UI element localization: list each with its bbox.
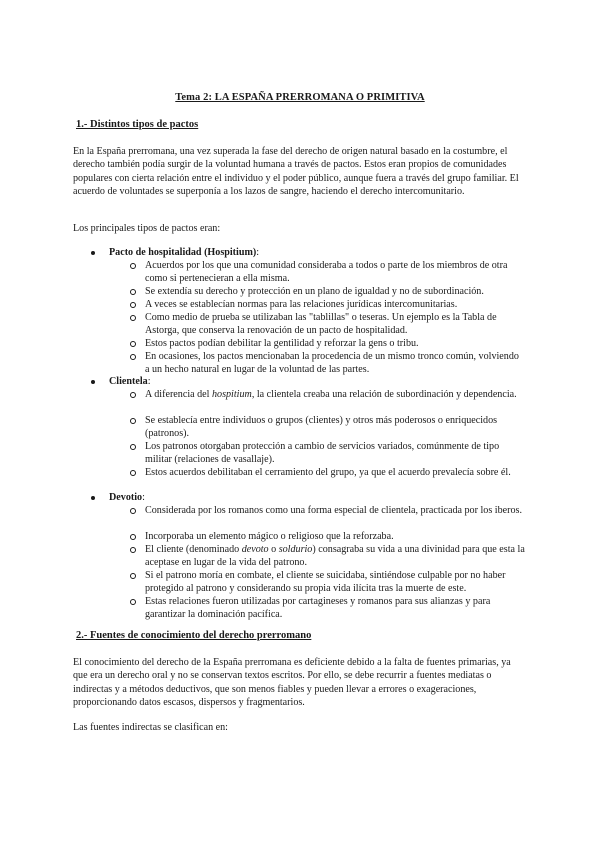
circle-bullet-icon (130, 392, 136, 398)
section-2-paragraph: El conocimiento del derecho de la España prerromana es deficiente debido a la falta de fuentes primarias, ya que era un derecho oral y no se conservan textos escritos. Por ello, se debe recurrir a fuentes mediatas o indirectas y a métodos deductivos, que son menos fiables y pueden llevar a errores o exageraciones, proporcionando datos escasos, dispersos y fragmentarios. (73, 657, 511, 709)
circle-bullet-icon (130, 289, 136, 295)
circle-bullet-icon (130, 418, 136, 424)
bullet-icon (91, 496, 95, 500)
circle-bullet-icon (130, 315, 136, 321)
circle-bullet-icon (130, 573, 136, 579)
pact-name: Clientela (109, 376, 148, 387)
circle-bullet-icon (130, 354, 136, 360)
circle-bullet-icon (130, 444, 136, 450)
bullet-icon (91, 380, 95, 384)
pacts-lead: Los principales tipos de pactos eran: (73, 223, 221, 234)
section-1-intro: En la España prerromana, una vez superada la fase del derecho de origen natural basado en la costumbre, el derecho también podía surgir de la voluntad humana a través de pactos. Estos eran propios de comunidades populares con cierta relación entre el individuo y el poder público, aunque fuera a través del grupo familiar. El acuerdo de voluntades se superponía a los lazos de sangre, haciendo el derecho intercomunitario. (73, 146, 519, 198)
circle-bullet-icon (130, 599, 136, 605)
page-title: Tema 2: LA ESPAÑA PRERROMANA O PRIMITIVA (175, 92, 425, 103)
circle-bullet-icon (130, 508, 136, 514)
section-2-heading: 2.- Fuentes de conocimiento del derecho prerromano (76, 630, 312, 641)
circle-bullet-icon (130, 534, 136, 540)
pact-name: Devotio (109, 492, 143, 503)
pact-name: Pacto de hospitalidad (Hospitium) (109, 247, 257, 258)
bullet-icon (91, 251, 95, 255)
circle-bullet-icon (130, 263, 136, 269)
circle-bullet-icon (130, 470, 136, 476)
document-page: Tema 2: LA ESPAÑA PRERROMANA O PRIMITIVA 1.- Distintos tipos de pactos En la España prerromana, una vez superada la fase del derecho de origen natural basado en la costumbre, el derecho también podía surgir de la voluntad humana a través de pactos. Estos eran propios de comunidades populares con cierta relación entre el individuo y el poder público, aunque fuera a través del grupo familiar. El acuerdo de voluntades se superponía a los lazos de sangre, haciendo el derecho intercomunitario. Los principales tipos de pactos eran: Pacto de hospitalidad (Hospitium): Acuerdos por los que una comunidad consideraba a todos o parte de los miembros de otra como si pertenecieran a ella misma. Se extendía su derecho y protección en un plano de igualdad y no de subordinación. A veces se establecían normas para las relaciones jurídicas intercomunitarias. Como medio de prueba se utilizaban las "tablillas" o teseras. Un ejemplo es la Tabla de Astorga, que conserva la renovación de un pacto de hospitalidad. Estos pactos podían debilitar la gentilidad y reforzar la gens o tribu. En ocasiones, los pactos mencionaban la procedencia de un mismo tronco común, volviendo a un hecho natural en lugar de la voluntad de las partes. Clientela: A diferencia del hospitium, la clientela creaba una relación de subordinación y dependencia. Se establecía entre individuos o grupos (clientes) y otros más poderosos o enriquecidos (patronos). Los patronos otorgaban protección a cambio de servicios variados, comúnmente de tipo militar (relaciones de vasallaje). Estos acuerdos debilitaban el cerramiento del grupo, ya que el acuerdo prevalecía sobre él. Devotio: Considerada por los romanos como una forma especial de clientela, practicada por los iberos. Incorporaba un elemento mágico o religioso que la reforzaba. El cliente (denominado devoto o soldurio) consagraba su vida a una divinidad para que esta la aceptase en lugar de la vida del patrono. Si el patrono moría en combate, el cliente se suicidaba, sintiéndose culpable por no haber protegido al patrono y considerando su propia vida ilícita tras la muerte de este. Estas relaciones fueron utilizadas por cartagineses y romanos para sus alianzas y para garantizar la dominación pacífica. 2.- Fuentes de conocimiento del derecho prerromano El conocimiento del derecho de la España prerromana es deficiente debido a la falta de fuentes primarias, ya que era un derecho oral y no se conservan textos escritos. Por ello, se debe recurrir a fuentes mediatas o indirectas y a métodos deductivos, que son menos fiables y pueden llevar a errores o exageraciones, proporcionando datos escasos, dispersos y fragmentarios. Las fuentes indirectas se clasifican en: (0, 0, 600, 848)
section-1-heading: 1.- Distintos tipos de pactos (76, 119, 199, 130)
sources-lead: Las fuentes indirectas se clasifican en: (73, 722, 228, 733)
circle-bullet-icon (130, 341, 136, 347)
circle-bullet-icon (130, 302, 136, 308)
circle-bullet-icon (130, 547, 136, 553)
